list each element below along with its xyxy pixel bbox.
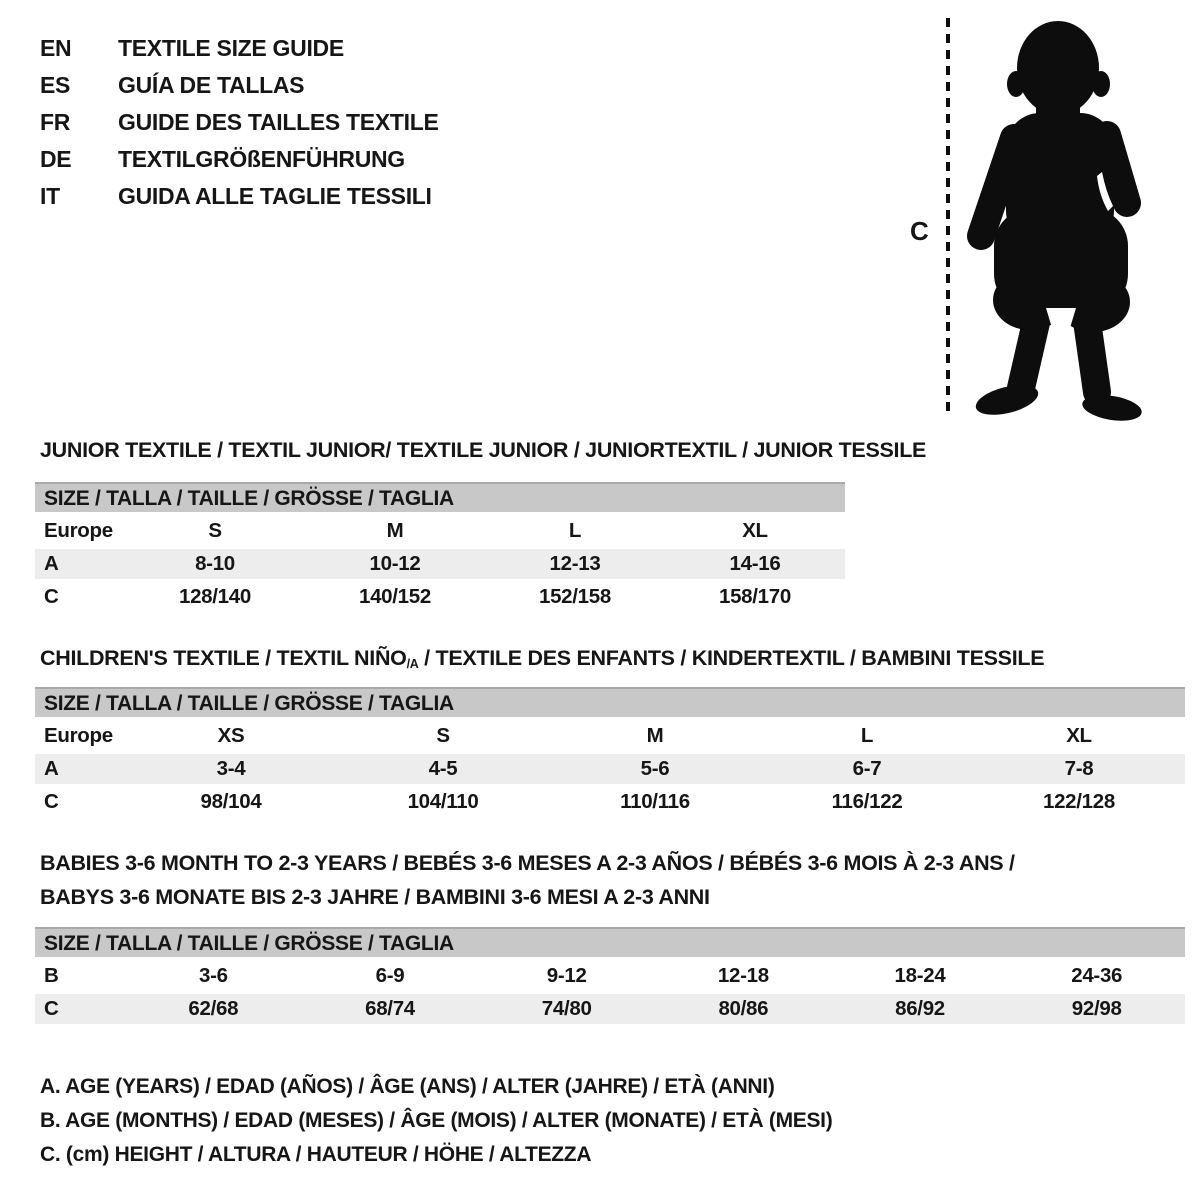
language-title: TEXTILE SIZE GUIDE: [118, 35, 344, 61]
table-cell: S: [436, 724, 450, 747]
language-title-block: [40, 30, 439, 215]
table-cell: 86/92: [895, 997, 945, 1020]
row-label: C: [44, 585, 59, 608]
table-cell: 110/116: [620, 790, 690, 813]
table-cell: XS: [217, 724, 245, 747]
language-title: TEXTILGRÖßENFÜHRUNG: [118, 146, 405, 172]
table-row: [35, 721, 1185, 751]
table-cell: 152/158: [538, 585, 611, 608]
table-cell: 122/128: [1042, 790, 1115, 813]
row-label: Europe: [44, 519, 113, 542]
junior-size-table: [35, 482, 845, 612]
size-header-bar: SIZE / TALLA / TAILLE / GRÖSSE / TAGLIA: [35, 482, 845, 512]
table-cell: 92/98: [1071, 997, 1122, 1020]
table-cell: 7-8: [1064, 757, 1094, 780]
table-cell: S: [208, 519, 222, 542]
table-cell: 9-12: [546, 964, 587, 987]
size-header-bar: SIZE / TALLA / TAILLE / GRÖSSE / TAGLIA: [35, 927, 1185, 957]
table-cell: M: [646, 724, 664, 747]
children-size-table: [35, 687, 1185, 817]
table-cell: 18-24: [894, 964, 946, 987]
table-cell: L: [860, 724, 874, 747]
table-cell: 4-5: [428, 757, 458, 780]
table-cell: 140/152: [358, 585, 431, 608]
table-cell: 128/140: [178, 585, 251, 608]
row-label: A: [44, 757, 59, 780]
language-row: [40, 141, 439, 178]
table-cell: 12-18: [717, 964, 769, 987]
table-cell: L: [568, 519, 582, 542]
table-cell: XL: [1066, 724, 1092, 747]
row-label: A: [44, 552, 59, 575]
table-row: [35, 549, 845, 579]
height-label-c: C: [910, 216, 929, 246]
table-cell: 98/104: [200, 790, 262, 813]
row-label: C: [44, 790, 59, 813]
babies-size-table: [35, 927, 1185, 1024]
toddler-silhouette-icon: [880, 10, 1200, 430]
language-title: GUIDA ALLE TAGLIE TESSILI: [118, 183, 432, 209]
row-label: Europe: [44, 724, 113, 747]
table-cell: XL: [742, 519, 768, 542]
language-code: EN: [40, 35, 72, 61]
table-cell: 3-4: [216, 757, 246, 780]
children-title-post: / TEXTILE DES ENFANTS / KINDERTEXTIL / BAMBINI TESSILE: [418, 646, 1045, 670]
table-cell: 104/110: [407, 790, 479, 813]
table-cell: 8-10: [195, 552, 235, 575]
table-cell: M: [386, 519, 404, 542]
language-code: FR: [40, 109, 71, 135]
legend-line-a: A. AGE (YEARS) / EDAD (AÑOS) / ÂGE (ANS) / ALTER (JAHRE) / ETÀ (ANNI): [40, 1075, 775, 1098]
language-title: GUÍA DE TALLAS: [118, 72, 305, 98]
table-cell: 80/86: [718, 997, 769, 1020]
table-cell: 74/80: [541, 997, 592, 1020]
table-row: [35, 994, 1185, 1024]
language-title: GUIDE DES TAILLES TEXTILE: [118, 109, 439, 135]
table-row: [35, 754, 1185, 784]
children-title-pre: CHILDREN'S TEXTILE / TEXTIL NIÑO: [40, 646, 407, 670]
children-title-sub: /A: [406, 657, 419, 672]
legend-line-b: B. AGE (MONTHS) / EDAD (MESES) / ÂGE (MOIS) / ALTER (MONATE) / ETÀ (MESI): [40, 1109, 833, 1132]
language-code: DE: [40, 146, 72, 172]
language-code: IT: [40, 183, 60, 209]
table-row: [35, 787, 1185, 817]
table-row: [35, 961, 1185, 991]
table-cell: 116/122: [831, 790, 903, 813]
table-cell: 6-7: [852, 757, 882, 780]
language-row: [40, 178, 439, 215]
table-cell: 62/68: [188, 997, 239, 1020]
height-measure-figure: [880, 10, 1200, 430]
measurement-legend: [40, 1070, 832, 1172]
table-row: [35, 582, 845, 612]
junior-section-title: JUNIOR TEXTILE / TEXTIL JUNIOR/ TEXTILE JUNIOR / JUNIORTEXTIL / JUNIOR TESSILE: [40, 438, 927, 462]
children-section-title: [40, 641, 1044, 681]
table-cell: 68/74: [365, 997, 415, 1020]
table-cell: 6-9: [375, 964, 405, 987]
table-cell: 158/170: [718, 585, 791, 608]
language-row: [40, 30, 439, 67]
table-cell: 3-6: [198, 964, 228, 987]
table-row: [35, 516, 845, 546]
language-row: [40, 67, 439, 104]
table-cell: 5-6: [640, 757, 670, 780]
table-cell: 12-13: [549, 552, 601, 575]
table-cell: 14-16: [729, 552, 781, 575]
row-label: C: [44, 997, 59, 1020]
babies-section-title: [40, 846, 1015, 914]
babies-title-line1: BABIES 3-6 MONTH TO 2-3 YEARS / BEBÉS 3-6 MESES A 2-3 AÑOS / BÉBÉS 3-6 MOIS À 2-3 ANS /: [40, 851, 1015, 875]
row-label: B: [44, 964, 59, 987]
size-header-bar: SIZE / TALLA / TAILLE / GRÖSSE / TAGLIA: [35, 687, 1185, 717]
table-cell: 10-12: [369, 552, 421, 575]
babies-title-line2: BABYS 3-6 MONATE BIS 2-3 JAHRE / BAMBINI 3-6 MESI A 2-3 ANNI: [40, 885, 710, 909]
legend-line-c: C. (cm) HEIGHT / ALTURA / HAUTEUR / HÖHE / ALTEZZA: [40, 1143, 592, 1166]
language-code: ES: [40, 72, 71, 98]
table-cell: 24-36: [1071, 964, 1123, 987]
language-row: [40, 104, 439, 141]
